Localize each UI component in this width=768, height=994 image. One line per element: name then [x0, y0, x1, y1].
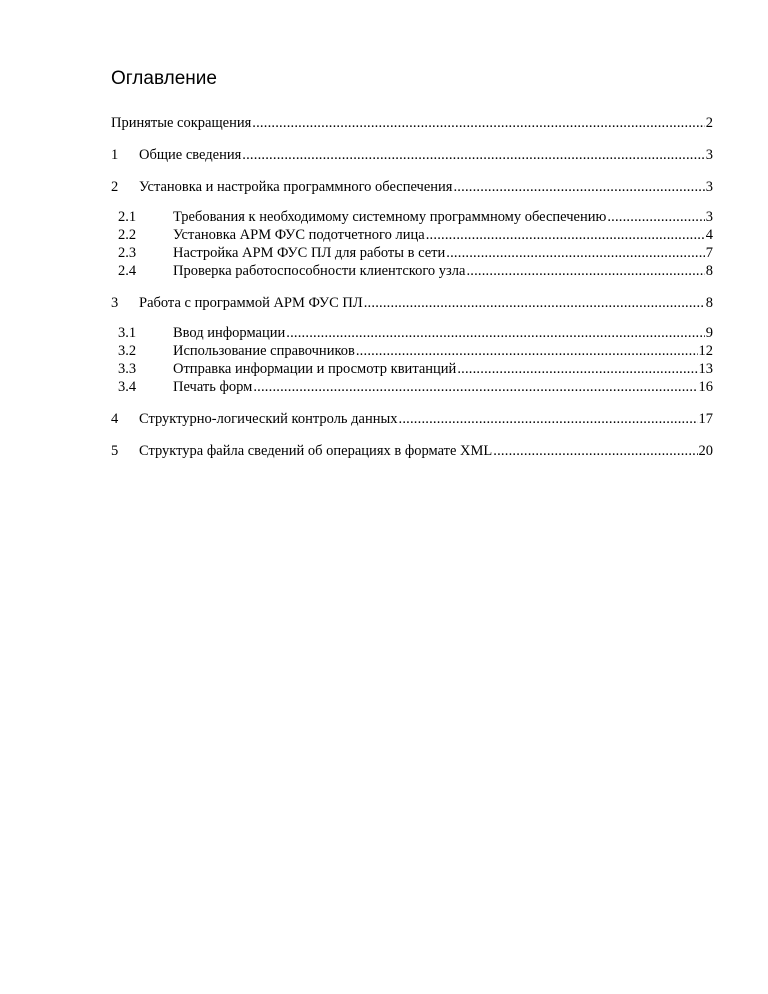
- toc-entry-number: 2.4: [118, 263, 137, 279]
- toc-entry-text: Структурно-логический контроль данных: [139, 411, 398, 427]
- toc-entry-text: Настройка АРМ ФУС ПЛ для работы в сети: [173, 245, 446, 261]
- toc-entry-page: 8: [705, 295, 713, 311]
- toc-entry-page: 7: [705, 245, 713, 261]
- toc-entry-text: Использование справочников: [173, 343, 355, 359]
- toc-entry-number: 2.2: [118, 227, 137, 243]
- dot-leader: [356, 342, 698, 360]
- toc-entry-page: 16: [698, 379, 713, 395]
- toc-entry-page: 2: [705, 115, 713, 131]
- toc-entry-number: 2.1: [118, 209, 137, 225]
- toc-entry[interactable]: [111, 342, 713, 360]
- toc-entry-page: 13: [698, 361, 713, 377]
- toc-entry-page: 3: [705, 209, 713, 225]
- toc-entry-page: 9: [705, 325, 713, 341]
- toc-entry-text: Установка и настройка программного обеспечения: [139, 179, 453, 195]
- toc-entry[interactable]: [111, 442, 713, 460]
- toc-entry-page: 20: [698, 443, 713, 459]
- toc-entry-text: Печать форм: [173, 379, 253, 395]
- toc-entry[interactable]: [111, 226, 713, 244]
- dot-leader: [253, 378, 697, 396]
- dot-leader: [399, 410, 698, 428]
- toc-entry-page: 12: [698, 343, 713, 359]
- toc-entry-text: Структура файла сведений об операциях в формате XML: [139, 443, 493, 459]
- toc-entry-number: 3.2: [118, 343, 137, 359]
- table-of-contents: [111, 114, 713, 460]
- toc-entry-number: 3.3: [118, 361, 137, 377]
- toc-entry-number: 2.3: [118, 245, 137, 261]
- dot-leader: [493, 442, 697, 460]
- toc-entry-number: 1: [111, 147, 119, 163]
- toc-entry-page: 8: [705, 263, 713, 279]
- toc-entry-text: Отправка информации и просмотр квитанций: [173, 361, 457, 377]
- toc-entry[interactable]: [111, 244, 713, 262]
- toc-entry-page: 4: [705, 227, 713, 243]
- toc-entry-number: 2: [111, 179, 119, 195]
- toc-entry-page: 17: [698, 411, 713, 427]
- dot-leader: [286, 324, 705, 342]
- toc-entry[interactable]: [111, 208, 713, 226]
- toc-entry[interactable]: [111, 146, 713, 164]
- toc-entry[interactable]: [111, 410, 713, 428]
- toc-entry-page: 3: [705, 147, 713, 163]
- toc-entry-number: 4: [111, 411, 119, 427]
- toc-entry[interactable]: [111, 114, 713, 132]
- toc-entry-text: Работа с программой АРМ ФУС ПЛ: [139, 295, 363, 311]
- dot-leader: [252, 114, 704, 132]
- dot-leader: [364, 294, 705, 312]
- dot-leader: [242, 146, 704, 164]
- dot-leader: [446, 244, 704, 262]
- dot-leader: [426, 226, 705, 244]
- toc-title: Оглавление: [111, 68, 217, 89]
- toc-entry[interactable]: [111, 324, 713, 342]
- toc-entry-text: Общие сведения: [139, 147, 242, 163]
- toc-entry-text: Ввод информации: [173, 325, 286, 341]
- toc-entry[interactable]: [111, 360, 713, 378]
- toc-entry-number: 5: [111, 443, 119, 459]
- toc-entry[interactable]: [111, 294, 713, 312]
- dot-leader: [607, 208, 704, 226]
- toc-entry-text: Требования к необходимому системному программному обеспечению: [173, 209, 607, 225]
- toc-entry-number: 3.1: [118, 325, 137, 341]
- toc-entry-text: Установка АРМ ФУС подотчетного лица: [173, 227, 425, 243]
- dot-leader: [453, 178, 704, 196]
- toc-entry[interactable]: [111, 262, 713, 280]
- toc-entry[interactable]: [111, 178, 713, 196]
- toc-entry-text: Принятые сокращения: [111, 115, 252, 131]
- toc-entry-text: Проверка работоспособности клиентского узла: [173, 263, 466, 279]
- toc-entry[interactable]: [111, 378, 713, 396]
- toc-entry-number: 3: [111, 295, 119, 311]
- dot-leader: [466, 262, 704, 280]
- toc-entry-page: 3: [705, 179, 713, 195]
- dot-leader: [457, 360, 697, 378]
- toc-entry-number: 3.4: [118, 379, 137, 395]
